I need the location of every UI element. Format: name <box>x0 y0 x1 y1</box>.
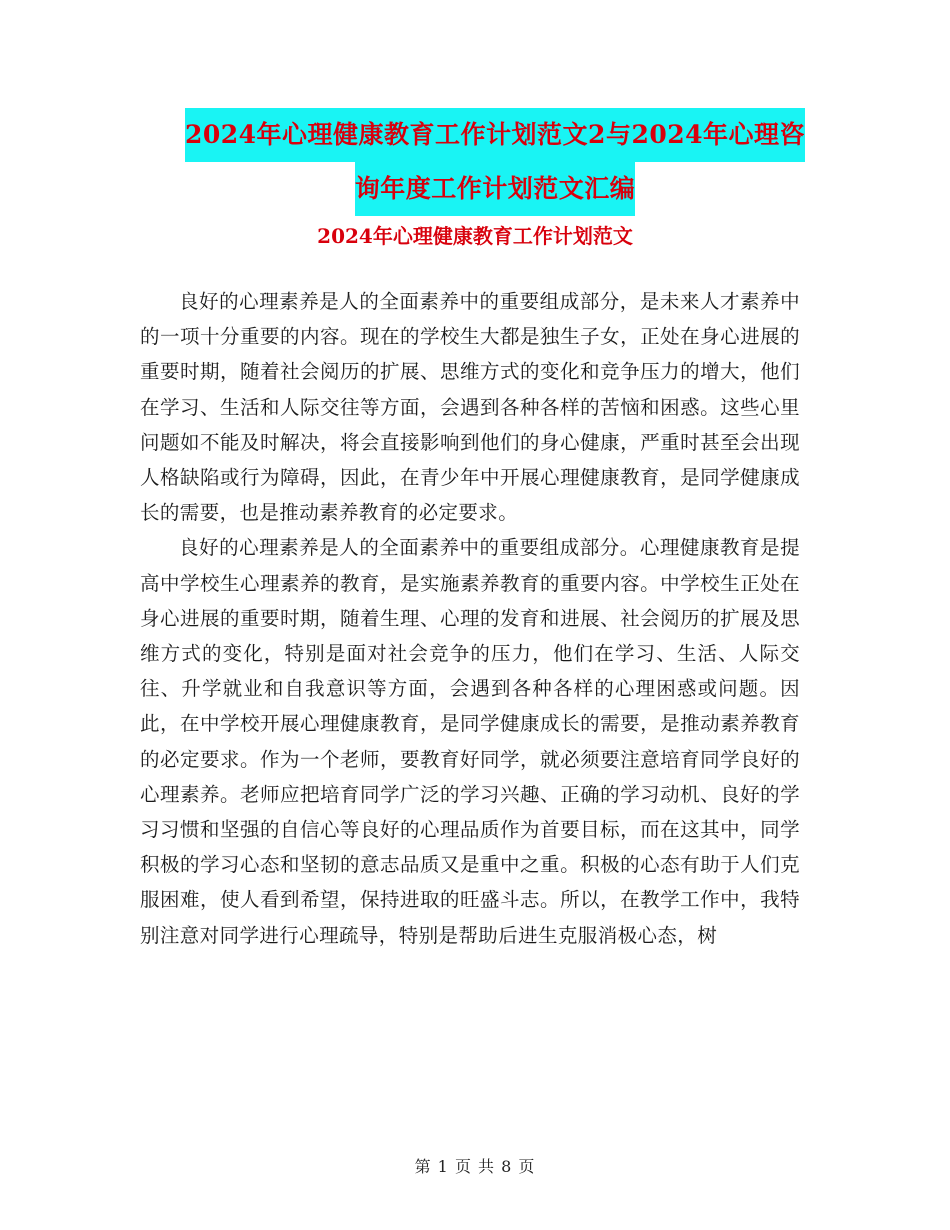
section-title: 2024年心理健康教育工作计划范文 <box>317 224 633 248</box>
body-paragraph-1: 良好的心理素养是人的全面素养中的重要组成部分，是未来人才素养中的一项十分重要的内容。现在的学校生大都是独生子女，正处在身心进展的重要时期，随着社会阅历的扩展、思维方式的变化和竞争压力的增大，他们在学习、生活和人际交往等方面，会遇到各种各样的苦恼和困惑。这些心里问题如不能及时解决，将会直接影响到他们的身心健康，严重时甚至会出现人格缺陷或行为障碍，因此，在青少年中开展心理健康教育，是同学健康成长的需要，也是推动素养教育的必定要求。 <box>140 290 800 525</box>
document-title-line-1: 2024年心理健康教育工作计划范文2与2024年心理咨 <box>185 108 805 162</box>
body-paragraph-2: 良好的心理素养是人的全面素养中的重要组成部分。心理健康教育是提高中学校生心理素养的教育，是实施素养教育的重要内容。中学校生正处在身心进展的重要时期，随着生理、心理的发育和进展、社会阅历的扩展及思维方式的变化，特别是面对社会竞争的压力，他们在学习、生活、人际交往、升学就业和自我意识等方面，会遇到各种各样的心理困惑或问题。因此，在中学校开展心理健康教育，是同学健康成长的需要，是推动素养教育的必定要求。作为一个老师，要教育好同学，就必须要注意培育同学良好的心理素养。老师应把培育同学广泛的学习兴趣、正确的学习动机、良好的学习习惯和坚强的自信心等良好的心理品质作为首要目标，而在这其中，同学积极的学习心态和坚韧的意志品质又是重中之重。积极的心态有助于人们克服困难，使人看到希望，保持进取的旺盛斗志。所以，在教学工作中，我特别注意对同学进行心理疏导，特别是帮助后进生克服消极心态，树 <box>140 536 800 947</box>
document-body <box>140 284 800 953</box>
page-footer: 第 1 页 共 8 页 <box>414 1157 536 1176</box>
document-title <box>140 108 850 216</box>
document-title-line-2: 询年度工作计划范文汇编 <box>355 162 636 216</box>
